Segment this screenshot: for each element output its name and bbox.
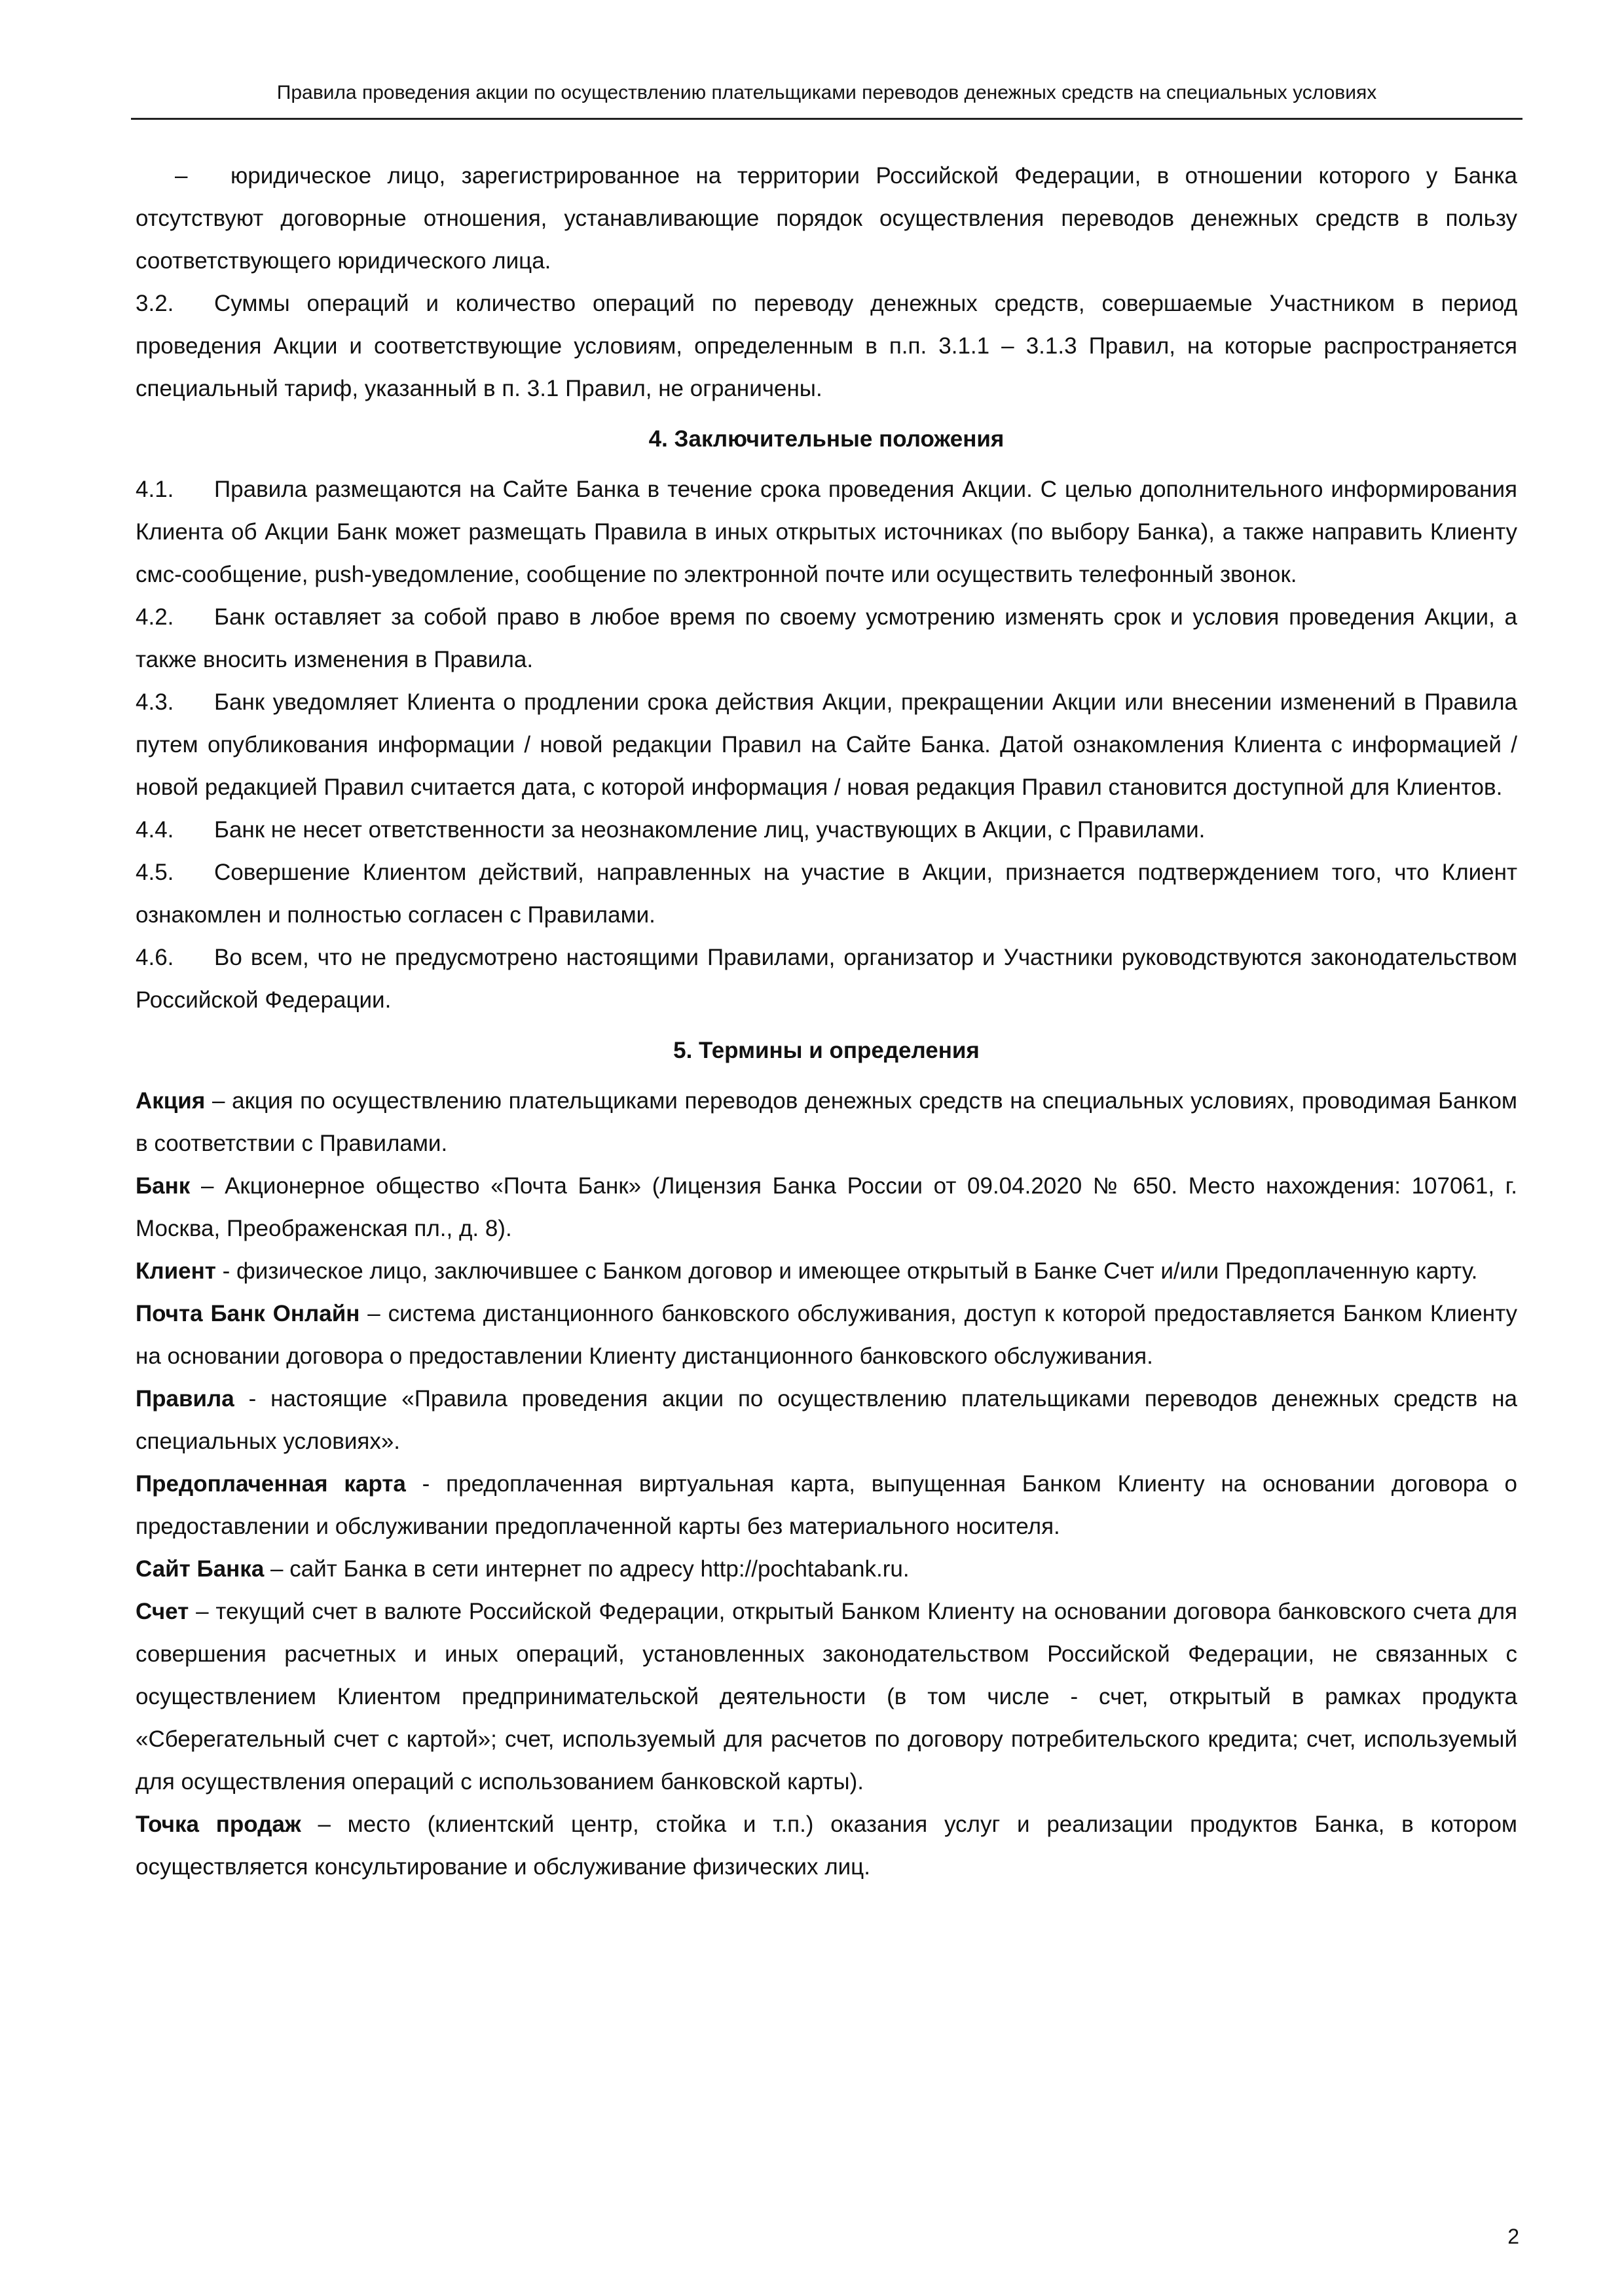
section-5-heading: 5. Термины и определения [673, 1038, 980, 1063]
intro-list-item [136, 155, 1517, 282]
clause-number: 4.6. [136, 945, 174, 970]
term-definition: – акция по осуществлению плательщиками переводов денежных средств на специальных условиях, проводимая Банком в соответствии с Правилами. [136, 1088, 1517, 1156]
term-name: Правила [136, 1386, 234, 1412]
term-definition: – место (клиентский центр, стойка и т.п.) оказания услуг и реализации продуктов Банка, в котором осуществляется консультирование и обслуживание физических лиц. [136, 1812, 1517, 1880]
term-definition: - физическое лицо, заключившее с Банком договор и имеющее открытый в Банке Счет и/или Предоплаченную карту. [215, 1258, 1478, 1284]
intro-list-item-text: юридическое лицо, зарегистрированное на территории Российской Федерации, в отношении которого у Банка отсутствуют договорные отношения, устанавливающие порядок осуществления переводов денежных средств в пользу соответствующего юридического лица. [136, 163, 1517, 274]
term-definition: - предоплаченная виртуальная карта, выпущенная Банком Клиенту на основании договора о предоставлении и обслуживании предоплаченной карты без материального носителя. [136, 1471, 1518, 1539]
clause-number: 4.3. [136, 689, 174, 715]
clause-number: 4.4. [136, 817, 174, 843]
term-name: Сайт Банка [136, 1556, 265, 1582]
clause-4-1 [136, 468, 1517, 596]
clause-number: 4.5. [136, 860, 174, 885]
clause-text: Банк уведомляет Клиента о продлении срока действия Акции, прекращении Акции или внесении изменений в Правила путем опубликования информации / новой редакции Правил на Сайте Банка. Датой ознакомления Клиента с информацией / новой редакцией Правил считается дата, с которой информация / новая редакция Правил становится доступной для Клиентов. [136, 689, 1517, 800]
clause-text: Совершение Клиентом действий, направленных на участие в Акции, признается подтверждением того, что Клиент ознакомлен и полностью согласен с Правилами. [136, 860, 1517, 928]
header-divider [131, 118, 1522, 120]
page-number: 2 [1507, 2225, 1519, 2248]
clause-text: Банк не несет ответственности за неознакомление лиц, участвующих в Акции, с Правилами. [214, 817, 1206, 843]
clause-4-6 [136, 936, 1517, 1021]
clause-text: Правила размещаются на Сайте Банка в течение срока проведения Акции. С целью дополнительного информирования Клиента об Акции Банк может размещать Правила в иных открытых источниках (по выбору Банка), а также направить Клиенту смс-сообщение, push-уведомление, сообщение по электронной почте или осуществить телефонный звонок. [136, 477, 1517, 587]
clause-4-4 [136, 809, 1517, 851]
term-name: Почта Банк Онлайн [136, 1301, 360, 1326]
term-name: Банк [136, 1173, 191, 1199]
term-name: Клиент [136, 1258, 216, 1284]
definition-point-of-sale [136, 1803, 1517, 1888]
definition-pravila [136, 1377, 1517, 1463]
definition-bank [136, 1165, 1517, 1250]
term-definition: – система дистанционного банковского обслуживания, доступ к которой предоставляется Банком Клиенту на основании договора о предоставлении Клиенту дистанционного банковского обслуживания. [136, 1301, 1517, 1369]
list-dash: – [175, 163, 188, 189]
definition-pochta-bank-online [136, 1292, 1517, 1377]
term-name: Счет [136, 1599, 189, 1624]
document-body [136, 155, 1517, 1888]
term-definition: – сайт Банка в сети интернет по адресу http://pochtabank.ru. [264, 1556, 910, 1582]
clause-4-5 [136, 851, 1517, 936]
definition-bank-site [136, 1548, 1517, 1590]
clause-3-2 [136, 282, 1517, 410]
definition-account [136, 1590, 1517, 1803]
definition-akciya [136, 1080, 1517, 1165]
section-4-heading: 4. Заключительные положения [648, 426, 1005, 452]
definition-prepaid-card [136, 1463, 1517, 1548]
clause-number: 4.2. [136, 604, 174, 630]
term-name: Точка продаж [136, 1812, 301, 1837]
clause-text: Банк оставляет за собой право в любое время по своему усмотрению изменять срок и условия проведения Акции, а также вносить изменения в Правила. [136, 604, 1517, 672]
term-definition: – Акционерное общество «Почта Банк» (Лицензия Банка России от 09.04.2020 № 650. Место нахождения: 107061, г. Москва, Преображенская пл., д. 8). [136, 1173, 1517, 1241]
term-definition: – текущий счет в валюте Российской Федерации, открытый Банком Клиенту на основании договора банковского счета для совершения расчетных и иных операций, установленных законодательством Российской Федерации, не связанных с осуществлением Клиентом предпринимательской деятельности (в том числе - счет, открытый в рамках продукта «Сберегательный счет с картой»; счет, используемый для расчетов по договору потребительского кредита; счет, используемый для осуществления операций с использованием банковской карты). [136, 1599, 1517, 1795]
term-name: Предоплаченная карта [136, 1471, 406, 1497]
clause-number: 4.1. [136, 477, 174, 502]
clause-number: 3.2. [136, 291, 174, 316]
clause-4-3 [136, 681, 1517, 809]
term-definition: - настоящие «Правила проведения акции по осуществлению плательщиками переводов денежных средств на специальных условиях». [136, 1386, 1517, 1454]
term-name: Акция [136, 1088, 206, 1114]
clause-4-2 [136, 596, 1517, 681]
page-header-title: Правила проведения акции по осуществлению плательщиками переводов денежных средств на специальных условиях [276, 82, 1377, 103]
clause-text: Во всем, что не предусмотрено настоящими Правилами, организатор и Участники руководствуются законодательством Российской Федерации. [136, 945, 1517, 1013]
clause-text: Суммы операций и количество операций по переводу денежных средств, совершаемые Участником в период проведения Акции и соответствующие условиям, определенным в п.п. 3.1.1 – 3.1.3 Правил, на которые распространяется специальный тариф, указанный в п. 3.1 Правил, не ограничены. [136, 291, 1517, 401]
definition-client [136, 1250, 1517, 1292]
